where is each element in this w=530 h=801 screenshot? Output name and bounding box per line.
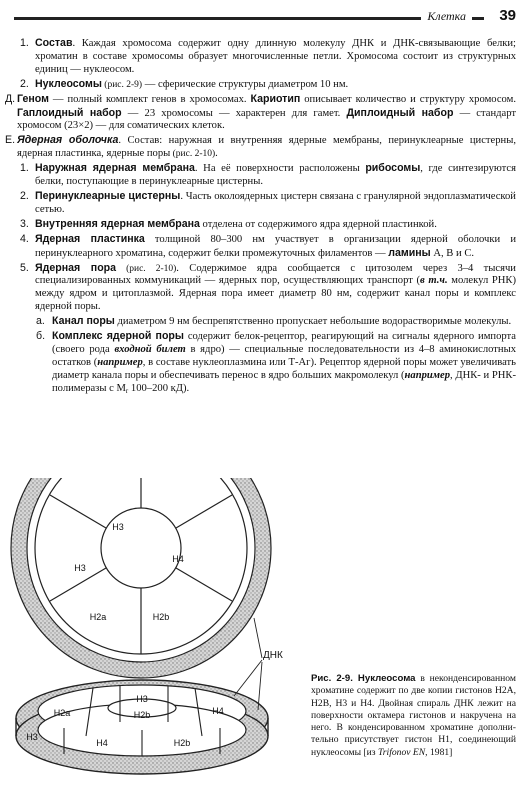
text: диаметром 9 нм беспрепятственно пропускает небольшие водорастворимые молекулы. [114, 316, 512, 328]
figure-ref: (рис. 2-10) [170, 149, 216, 160]
text: , где синтезируются белки, поступающие в перинуклеарные цистерны. [35, 163, 516, 188]
text: описывает количество и структуру хромосом. [300, 93, 516, 105]
emphasis: например [97, 356, 143, 368]
histone-label: H2b [152, 612, 170, 622]
term: Комплекс ядерной поры [52, 330, 184, 343]
page-body [0, 37, 530, 399]
text: А, В и С. [430, 247, 475, 259]
histone-label: H3 [74, 563, 86, 573]
term: Ядерная оболочка [17, 134, 119, 147]
histone-label: H4 [212, 706, 224, 716]
item-inner-membrane [0, 218, 530, 232]
item-nuclear-pore [0, 262, 530, 315]
item-marker: 4. [20, 232, 29, 245]
item-marker: а. [36, 315, 45, 328]
caption-title: Рис. 2-9. Нуклеосома [311, 673, 416, 684]
item-marker: 3. [20, 217, 29, 230]
term: Внутренняя ядерная мембрана [35, 217, 200, 230]
figure-ref: (рис. 2-9) [101, 79, 143, 90]
term: Диплоидный набор [346, 106, 454, 119]
dna-label: ДНК [263, 650, 283, 661]
histone-label: H2b [133, 710, 151, 720]
term: Геном [17, 92, 49, 105]
text: . Содержимое ядра сообщается с цитозолем через 3–4 тысячи специализированных коммуникаций — ядерных пор, осуществляющих транспорт ( [35, 262, 516, 287]
text: , ДНК- и РНК-полимеразы с М [52, 369, 516, 394]
term: Ядерная пластинка [35, 232, 145, 245]
text: содержит белок-рецептор, реагирующий на сигналы ядерного импорта (своего рода [52, 331, 516, 355]
text: 100–200 кД). [128, 382, 190, 394]
item-nuclear-lamina [0, 233, 530, 261]
item-pore-channel [0, 315, 530, 329]
term: Перинуклеарные цистерны [35, 189, 181, 202]
core-center [101, 508, 181, 588]
term: рибосомы [365, 162, 421, 175]
section-nuclear-envelope [0, 134, 530, 161]
text: — 23 хромосомы — характерен для гамет. [121, 107, 347, 119]
text: молекул РНК) между ядром и цитоплазмой. Ядерная пора имеет диаметр 80 нм, содержит канал поры и комплекс ядерной поры. [35, 275, 517, 313]
nucleosome-top-view [11, 478, 271, 678]
term: Канал поры [52, 315, 115, 328]
text: . [215, 148, 218, 160]
text: толщиной 80–300 нм участвует в организации ядерной оболочки и перинуклеарного хроматина, содержит белки промежуточных филаментов — [35, 233, 516, 259]
header-rule [14, 17, 484, 20]
item-pore-complex [0, 330, 530, 398]
item-perinuclear-cisterns [0, 190, 530, 217]
item-marker: 2. [20, 189, 29, 202]
figure-caption [311, 673, 516, 759]
text: . Каждая хромосома содержит одну длинную молекулу ДНК и ДНК-связывающие белки; хроматин в составе хромосомы образует многочисленные петли. Хромосома состоит из структурных единиц — нуклеосом. [35, 38, 516, 75]
chapter-title: Клетка [421, 9, 472, 24]
emphasis: входной билет [114, 343, 186, 355]
emphasis: например [404, 369, 451, 381]
nucleosome-side-view [16, 680, 268, 774]
item-marker: 2. [20, 77, 29, 90]
histone-label: H4 [96, 738, 108, 748]
caption-text: в неконденсированном хроматине содержит по две копии гистонов H2A, H2B, H3 и H4. Двойная спираль ДНК лежит на поверхности октамера гистонов и накручена на него. В конденсированном хроматине дополнительно присутствует гистон H1, соединеющий нуклеосомы [из [311, 673, 516, 758]
histone-label: H3 [112, 522, 124, 532]
histone-label: H2a [89, 612, 107, 622]
term: Ядерная пора [35, 261, 117, 274]
histone-label: H4 [172, 554, 184, 564]
term: Гаплоидный набор [17, 106, 122, 119]
section-genome [0, 93, 530, 134]
emphasis: в т.ч. [420, 275, 448, 287]
section-marker: Е. [5, 134, 16, 147]
caption-end: , 1981] [425, 746, 453, 758]
term: Нуклеосомы [35, 77, 102, 90]
item-outer-membrane [0, 162, 530, 189]
item-marker: 1. [20, 37, 29, 49]
figure-ref: (рис. 2-10) [116, 263, 177, 274]
text: — сферические структуры диаметром 10 нм. [142, 78, 349, 90]
text: . Состав: наружная и внутренняя ядерные мембраны, перинуклеарные цистерны, ядерная пластинка, ядерные поры [17, 135, 516, 160]
running-header [0, 8, 530, 28]
text: , в составе нуклеоплазмина или Т-Аг). Рецептор ядерной поры может увеличивать диаметр канала поры и обеспечивать перенос в ядро больших макромолекул ( [52, 356, 516, 381]
term: ламины [388, 246, 431, 259]
item-marker: 1. [20, 162, 29, 175]
item-nucleosomes [0, 78, 530, 92]
text: . Часть околоядерных цистерн связана с гранулярной эндоплазматической сетью. [35, 190, 516, 215]
term: Состав [35, 37, 73, 49]
text: в ядро) — специальные последовательности из 4–8 аминокислотных остатков ( [52, 343, 516, 368]
text: . На её поверхности расположены [194, 163, 366, 175]
item-marker: 5. [20, 261, 29, 274]
histone-label: H2a [53, 708, 71, 718]
term: Наружная ядерная мембрана [35, 162, 195, 175]
text: — стандарт хромосом (23×2) — для соматических клеток. [17, 107, 517, 132]
histone-label: H3 [26, 732, 38, 742]
item-marker: б. [36, 330, 46, 343]
page-number: 39 [499, 7, 516, 24]
caption-source: Trifonov EN [377, 746, 426, 758]
section-marker: Д. [5, 92, 16, 105]
text: — полный комплект генов в хромосомах. [48, 93, 251, 105]
text: отделена от содержимого ядра ядерной пластинкой. [199, 218, 437, 230]
term: Кариотип [250, 92, 301, 105]
subscript: r [125, 386, 129, 395]
histone-label: H2b [173, 738, 191, 748]
item-composition [0, 37, 530, 77]
histone-label: H3 [136, 694, 148, 704]
